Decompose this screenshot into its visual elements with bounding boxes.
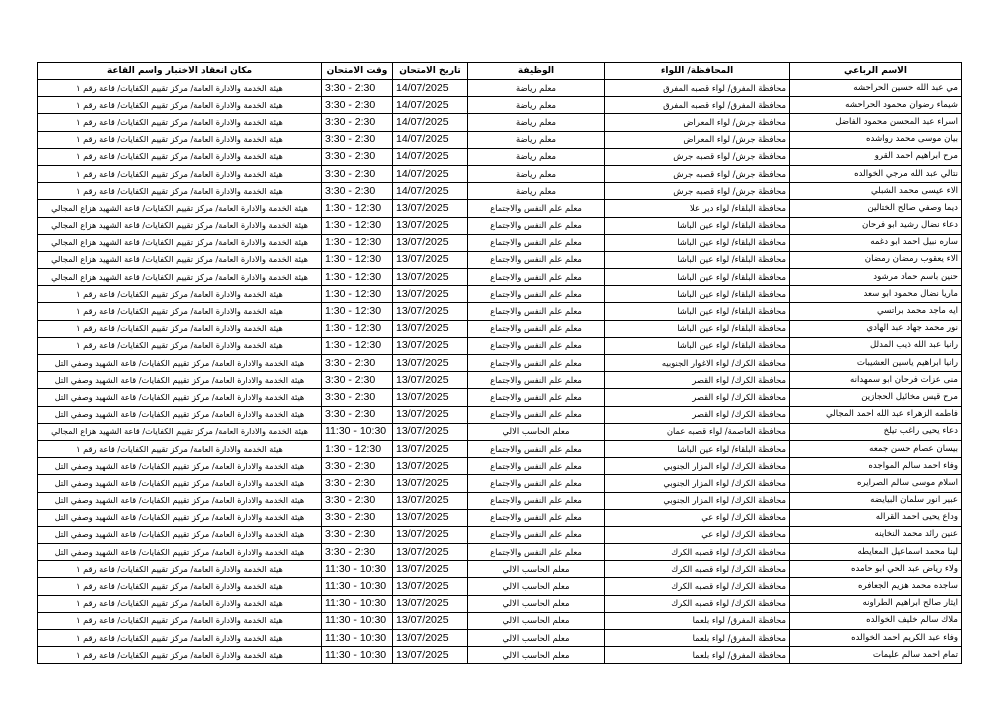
exam-place-cell: هيئة الخدمة والادارة العامة/ مركز تقييم الكفايات/ قاعة رقم ١ — [38, 131, 322, 148]
job-cell: معلم رياضة — [468, 165, 605, 182]
exam-place-cell: هيئة الخدمة والادارة العامة/ مركز تقييم الكفايات/ قاعة رقم ١ — [38, 320, 322, 337]
governorate-cell: محافظة الكرك/ لواء القصر — [605, 372, 790, 389]
job-cell: معلم علم النفس والاجتماع — [468, 355, 605, 372]
job-cell: معلم علم النفس والاجتماع — [468, 200, 605, 217]
exam-time-cell: 10:30 - 11:30 — [322, 423, 393, 440]
exam-place-cell: هيئة الخدمة والادارة العامة/ مركز تقييم الكفايات/ قاعة رقم ١ — [38, 578, 322, 595]
exam-place-cell: هيئة الخدمة والادارة العامة/ مركز تقييم الكفايات/ قاعة رقم ١ — [38, 80, 322, 97]
name-cell: مرح ابراهيم احمد القرو — [790, 148, 962, 165]
governorate-cell: محافظة الكرك/ لواء عي — [605, 509, 790, 526]
name-cell: بيان موسى محمد رواشده — [790, 131, 962, 148]
exam-place-cell: هيئة الخدمة والادارة العامة/ مركز تقييم الكفايات/ قاعة رقم ١ — [38, 114, 322, 131]
exam-place-cell: هيئة الخدمة والادارة العامة/ مركز تقييم الكفايات/ قاعة رقم ١ — [38, 647, 322, 664]
name-cell: دعاء يحيى راغب تيلخ — [790, 423, 962, 440]
exam-time-cell: 2:30 - 3:30 — [322, 355, 393, 372]
governorate-cell: محافظة جرش/ لواء قصبه جرش — [605, 183, 790, 200]
table-row — [38, 97, 962, 114]
governorate-cell: محافظة المفرق/ لواء بلعما — [605, 612, 790, 629]
governorate-cell: محافظة جرش/ لواء قصبه جرش — [605, 165, 790, 182]
exam-date-cell: 13/07/2025 — [393, 561, 468, 578]
job-cell: معلم الحاسب الالي — [468, 647, 605, 664]
table-row — [38, 509, 962, 526]
name-cell: بيسان عصام حسن جمعه — [790, 440, 962, 457]
job-cell: معلم رياضة — [468, 131, 605, 148]
job-cell: معلم علم النفس والاجتماع — [468, 509, 605, 526]
exam-date-cell: 13/07/2025 — [393, 251, 468, 268]
table-row — [38, 544, 962, 561]
job-cell: معلم علم النفس والاجتماع — [468, 492, 605, 509]
exam-date-cell: 14/07/2025 — [393, 80, 468, 97]
table-row — [38, 148, 962, 165]
governorate-cell: محافظة المفرق/ لواء قصبه المفرق — [605, 80, 790, 97]
exam-schedule-sheet — [37, 62, 962, 664]
exam-time-cell: 2:30 - 3:30 — [322, 131, 393, 148]
governorate-cell: محافظة البلقاء/ لواء عين الباشا — [605, 303, 790, 320]
governorate-cell: محافظة جرش/ لواء المعراض — [605, 131, 790, 148]
exam-time-cell: 2:30 - 3:30 — [322, 406, 393, 423]
name-cell: ايه ماجد محمد براتسي — [790, 303, 962, 320]
job-cell: معلم الحاسب الالي — [468, 561, 605, 578]
exam-place-cell: هيئة الخدمة والادارة العامة/ مركز تقييم الكفايات/ قاعة الشهيد وصفي التل — [38, 372, 322, 389]
exam-schedule-table — [37, 62, 962, 664]
name-cell: ولاء رياض عبد الحي ابو حامده — [790, 561, 962, 578]
name-cell: وداع يحيى احمد القراله — [790, 509, 962, 526]
governorate-cell: محافظة البلقاء/ لواء عين الباشا — [605, 286, 790, 303]
exam-date-cell: 13/07/2025 — [393, 269, 468, 286]
exam-date-cell: 13/07/2025 — [393, 286, 468, 303]
exam-time-cell: 10:30 - 11:30 — [322, 630, 393, 647]
exam-date-cell: 13/07/2025 — [393, 630, 468, 647]
job-cell: معلم رياضة — [468, 148, 605, 165]
exam-time-cell: 2:30 - 3:30 — [322, 492, 393, 509]
governorate-cell: محافظة الكرك/ لواء القصر — [605, 406, 790, 423]
name-cell: نور محمد جهاد عبد الهادي — [790, 320, 962, 337]
job-cell: معلم الحاسب الالي — [468, 630, 605, 647]
exam-place-cell: هيئة الخدمة والادارة العامة/ مركز تقييم الكفايات/ قاعة رقم ١ — [38, 286, 322, 303]
job-cell: معلم الحاسب الالي — [468, 595, 605, 612]
exam-date-cell: 14/07/2025 — [393, 165, 468, 182]
exam-time-cell: 12:30 - 1:30 — [322, 251, 393, 268]
job-cell: معلم علم النفس والاجتماع — [468, 269, 605, 286]
job-cell: معلم علم النفس والاجتماع — [468, 406, 605, 423]
exam-date-cell: 14/07/2025 — [393, 97, 468, 114]
exam-place-cell: هيئة الخدمة والادارة العامة/ مركز تقييم الكفايات/ قاعة الشهيد وصفي التل — [38, 355, 322, 372]
exam-time-cell: 2:30 - 3:30 — [322, 372, 393, 389]
exam-date-cell: 13/07/2025 — [393, 217, 468, 234]
table-row — [38, 475, 962, 492]
exam-place-cell: هيئة الخدمة والادارة العامة/ مركز تقييم الكفايات/ قاعة الشهيد وصفي التل — [38, 406, 322, 423]
job-cell: معلم الحاسب الالي — [468, 578, 605, 595]
exam-place-cell: هيئة الخدمة والادارة العامة/ مركز تقييم الكفايات/ قاعة رقم ١ — [38, 148, 322, 165]
governorate-cell: محافظة المفرق/ لواء قصبه المفرق — [605, 97, 790, 114]
exam-place-cell: هيئة الخدمة والادارة العامة/ مركز تقييم الكفايات/ قاعة الشهيد وصفي التل — [38, 526, 322, 543]
job-cell: معلم علم النفس والاجتماع — [468, 544, 605, 561]
exam-date-cell: 13/07/2025 — [393, 440, 468, 457]
table-row — [38, 303, 962, 320]
governorate-cell: محافظة البلقاء/ لواء دير علا — [605, 200, 790, 217]
name-cell: اسلام موسى سالم الصرايره — [790, 475, 962, 492]
exam-place-cell: هيئة الخدمة والادارة العامة/ مركز تقييم الكفايات/ قاعة رقم ١ — [38, 165, 322, 182]
table-row — [38, 217, 962, 234]
exam-time-cell: 2:30 - 3:30 — [322, 148, 393, 165]
table-row — [38, 183, 962, 200]
governorate-cell: محافظة البلقاء/ لواء عين الباشا — [605, 251, 790, 268]
table-row — [38, 165, 962, 182]
name-cell: ديما وصفي صالح الختالين — [790, 200, 962, 217]
exam-time-cell: 2:30 - 3:30 — [322, 526, 393, 543]
exam-date-cell: 13/07/2025 — [393, 320, 468, 337]
table-row — [38, 286, 962, 303]
exam-date-cell: 13/07/2025 — [393, 458, 468, 475]
exam-time-cell: 12:30 - 1:30 — [322, 269, 393, 286]
job-cell: معلم رياضة — [468, 114, 605, 131]
exam-place-cell: هيئة الخدمة والادارة العامة/ مركز تقييم الكفايات/ قاعة الشهيد هزاع المجالي — [38, 234, 322, 251]
governorate-cell: محافظة العاصمة/ لواء قصبه عمان — [605, 423, 790, 440]
exam-time-cell: 2:30 - 3:30 — [322, 389, 393, 406]
name-cell: ماريا نضال محمود ابو سعد — [790, 286, 962, 303]
header-exam-time: وقت الامتحان — [322, 63, 393, 80]
job-cell: معلم علم النفس والاجتماع — [468, 389, 605, 406]
name-cell: حنين باسم حماد مرشود — [790, 269, 962, 286]
header-name: الاسم الرباعي — [790, 63, 962, 80]
name-cell: ايثار صالح ابراهيم الطراونه — [790, 595, 962, 612]
governorate-cell: محافظة البلقاء/ لواء عين الباشا — [605, 234, 790, 251]
exam-place-cell: هيئة الخدمة والادارة العامة/ مركز تقييم الكفايات/ قاعة رقم ١ — [38, 440, 322, 457]
exam-time-cell: 10:30 - 11:30 — [322, 647, 393, 664]
table-row — [38, 114, 962, 131]
table-row — [38, 578, 962, 595]
name-cell: ملاك سالم خليف الخوالده — [790, 612, 962, 629]
table-row — [38, 630, 962, 647]
header-job: الوظيفة — [468, 63, 605, 80]
table-body — [38, 80, 962, 664]
table-row — [38, 234, 962, 251]
exam-date-cell: 13/07/2025 — [393, 612, 468, 629]
governorate-cell: محافظة المفرق/ لواء بلعما — [605, 630, 790, 647]
job-cell: معلم علم النفس والاجتماع — [468, 526, 605, 543]
table-row — [38, 406, 962, 423]
exam-date-cell: 13/07/2025 — [393, 544, 468, 561]
header-exam-place: مكان انعقاد الاختبار واسم القاعة — [38, 63, 322, 80]
exam-place-cell: هيئة الخدمة والادارة العامة/ مركز تقييم الكفايات/ قاعة رقم ١ — [38, 561, 322, 578]
exam-place-cell: هيئة الخدمة والادارة العامة/ مركز تقييم الكفايات/ قاعة رقم ١ — [38, 337, 322, 354]
governorate-cell: محافظة الكرك/ لواء المزار الجنوبي — [605, 492, 790, 509]
name-cell: لينا محمد اسماعيل المعايطه — [790, 544, 962, 561]
table-row — [38, 269, 962, 286]
exam-date-cell: 13/07/2025 — [393, 389, 468, 406]
table-row — [38, 337, 962, 354]
exam-time-cell: 12:30 - 1:30 — [322, 440, 393, 457]
name-cell: رانيا عبد الله ذيب المدلل — [790, 337, 962, 354]
name-cell: الاء يعقوب رمضان رمضان — [790, 251, 962, 268]
exam-time-cell: 12:30 - 1:30 — [322, 320, 393, 337]
exam-date-cell: 13/07/2025 — [393, 355, 468, 372]
exam-place-cell: هيئة الخدمة والادارة العامة/ مركز تقييم الكفايات/ قاعة رقم ١ — [38, 183, 322, 200]
governorate-cell: محافظة الكرك/ لواء قصبه الكرك — [605, 561, 790, 578]
governorate-cell: محافظة الكرك/ لواء عي — [605, 526, 790, 543]
name-cell: ساره نبيل احمد ابو دغمه — [790, 234, 962, 251]
governorate-cell: محافظة البلقاء/ لواء عين الباشا — [605, 269, 790, 286]
exam-place-cell: هيئة الخدمة والادارة العامة/ مركز تقييم الكفايات/ قاعة الشهيد وصفي التل — [38, 544, 322, 561]
governorate-cell: محافظة جرش/ لواء قصبه جرش — [605, 148, 790, 165]
name-cell: دعاء نضال رشيد ابو فرحان — [790, 217, 962, 234]
exam-place-cell: هيئة الخدمة والادارة العامة/ مركز تقييم الكفايات/ قاعة الشهيد وصفي التل — [38, 475, 322, 492]
exam-time-cell: 2:30 - 3:30 — [322, 114, 393, 131]
exam-date-cell: 14/07/2025 — [393, 114, 468, 131]
exam-time-cell: 12:30 - 1:30 — [322, 286, 393, 303]
table-row — [38, 612, 962, 629]
exam-time-cell: 2:30 - 3:30 — [322, 80, 393, 97]
name-cell: عبير انور سلمان البيايضه — [790, 492, 962, 509]
job-cell: معلم الحاسب الالي — [468, 612, 605, 629]
table-row — [38, 251, 962, 268]
exam-time-cell: 12:30 - 1:30 — [322, 217, 393, 234]
exam-date-cell: 13/07/2025 — [393, 526, 468, 543]
exam-time-cell: 2:30 - 3:30 — [322, 509, 393, 526]
exam-date-cell: 13/07/2025 — [393, 234, 468, 251]
exam-date-cell: 14/07/2025 — [393, 131, 468, 148]
governorate-cell: محافظة الكرك/ لواء قصبه الكرك — [605, 578, 790, 595]
table-row — [38, 423, 962, 440]
table-row — [38, 131, 962, 148]
name-cell: ساجده محمد هزيم الجعافره — [790, 578, 962, 595]
exam-place-cell: هيئة الخدمة والادارة العامة/ مركز تقييم الكفايات/ قاعة الشهيد هزاع المجالي — [38, 200, 322, 217]
name-cell: وفاء عبد الكريم احمد الخوالده — [790, 630, 962, 647]
exam-place-cell: هيئة الخدمة والادارة العامة/ مركز تقييم الكفايات/ قاعة الشهيد هزاع المجالي — [38, 251, 322, 268]
table-row — [38, 526, 962, 543]
exam-time-cell: 12:30 - 1:30 — [322, 303, 393, 320]
job-cell: معلم علم النفس والاجتماع — [468, 286, 605, 303]
exam-time-cell: 10:30 - 11:30 — [322, 578, 393, 595]
name-cell: تمام احمد سالم عليمات — [790, 647, 962, 664]
exam-time-cell: 2:30 - 3:30 — [322, 544, 393, 561]
governorate-cell: محافظة الكرك/ لواء المزار الجنوبي — [605, 458, 790, 475]
governorate-cell: محافظة الكرك/ لواء القصر — [605, 389, 790, 406]
exam-date-cell: 13/07/2025 — [393, 492, 468, 509]
table-row — [38, 200, 962, 217]
governorate-cell: محافظة البلقاء/ لواء عين الباشا — [605, 320, 790, 337]
header-governorate: المحافظة/ اللواء — [605, 63, 790, 80]
job-cell: معلم علم النفس والاجتماع — [468, 458, 605, 475]
table-row — [38, 372, 962, 389]
exam-time-cell: 10:30 - 11:30 — [322, 595, 393, 612]
table-row — [38, 320, 962, 337]
governorate-cell: محافظة الكرك/ لواء الاغوار الجنوبيه — [605, 355, 790, 372]
governorate-cell: محافظة المفرق/ لواء بلعما — [605, 647, 790, 664]
job-cell: معلم رياضة — [468, 183, 605, 200]
exam-date-cell: 13/07/2025 — [393, 303, 468, 320]
exam-place-cell: هيئة الخدمة والادارة العامة/ مركز تقييم الكفايات/ قاعة رقم ١ — [38, 97, 322, 114]
governorate-cell: محافظة الكرك/ لواء المزار الجنوبي — [605, 475, 790, 492]
name-cell: رانيا ابراهيم ياسين العشيبات — [790, 355, 962, 372]
job-cell: معلم علم النفس والاجتماع — [468, 337, 605, 354]
governorate-cell: محافظة الكرك/ لواء قصبه الكرك — [605, 544, 790, 561]
table-row — [38, 492, 962, 509]
name-cell: عنين رائد محمد النخاينه — [790, 526, 962, 543]
exam-place-cell: هيئة الخدمة والادارة العامة/ مركز تقييم الكفايات/ قاعة الشهيد هزاع المجالي — [38, 217, 322, 234]
exam-time-cell: 2:30 - 3:30 — [322, 475, 393, 492]
exam-place-cell: هيئة الخدمة والادارة العامة/ مركز تقييم الكفايات/ قاعة الشهيد وصفي التل — [38, 458, 322, 475]
exam-place-cell: هيئة الخدمة والادارة العامة/ مركز تقييم الكفايات/ قاعة الشهيد وصفي التل — [38, 509, 322, 526]
name-cell: وفاء احمد سالم المواجده — [790, 458, 962, 475]
table-row — [38, 647, 962, 664]
exam-place-cell: هيئة الخدمة والادارة العامة/ مركز تقييم الكفايات/ قاعة رقم ١ — [38, 612, 322, 629]
job-cell: معلم الحاسب الالي — [468, 423, 605, 440]
exam-place-cell: هيئة الخدمة والادارة العامة/ مركز تقييم الكفايات/ قاعة رقم ١ — [38, 595, 322, 612]
exam-time-cell: 10:30 - 11:30 — [322, 561, 393, 578]
table-row — [38, 355, 962, 372]
table-row — [38, 80, 962, 97]
exam-date-cell: 13/07/2025 — [393, 509, 468, 526]
exam-date-cell: 13/07/2025 — [393, 475, 468, 492]
name-cell: مي عبد الله حسين الحراحشه — [790, 80, 962, 97]
job-cell: معلم علم النفس والاجتماع — [468, 217, 605, 234]
exam-place-cell: هيئة الخدمة والادارة العامة/ مركز تقييم الكفايات/ قاعة الشهيد هزاع المجالي — [38, 269, 322, 286]
job-cell: معلم علم النفس والاجتماع — [468, 475, 605, 492]
table-row — [38, 561, 962, 578]
job-cell: معلم علم النفس والاجتماع — [468, 372, 605, 389]
exam-time-cell: 12:30 - 1:30 — [322, 200, 393, 217]
exam-place-cell: هيئة الخدمة والادارة العامة/ مركز تقييم الكفايات/ قاعة الشهيد وصفي التل — [38, 389, 322, 406]
job-cell: معلم رياضة — [468, 80, 605, 97]
name-cell: شيماء رضوان محمود الحراحشه — [790, 97, 962, 114]
exam-time-cell: 10:30 - 11:30 — [322, 612, 393, 629]
name-cell: منى عزات فرحان ابو سمهدانه — [790, 372, 962, 389]
name-cell: الاء عيسى محمد الشبلي — [790, 183, 962, 200]
governorate-cell: محافظة البلقاء/ لواء عين الباشا — [605, 440, 790, 457]
exam-place-cell: هيئة الخدمة والادارة العامة/ مركز تقييم الكفايات/ قاعة الشهيد هزاع المجالي — [38, 423, 322, 440]
exam-date-cell: 13/07/2025 — [393, 423, 468, 440]
job-cell: معلم علم النفس والاجتماع — [468, 440, 605, 457]
governorate-cell: محافظة البلقاء/ لواء عين الباشا — [605, 337, 790, 354]
table-row — [38, 595, 962, 612]
job-cell: معلم علم النفس والاجتماع — [468, 251, 605, 268]
exam-place-cell: هيئة الخدمة والادارة العامة/ مركز تقييم الكفايات/ قاعة رقم ١ — [38, 303, 322, 320]
exam-time-cell: 12:30 - 1:30 — [322, 337, 393, 354]
job-cell: معلم علم النفس والاجتماع — [468, 320, 605, 337]
governorate-cell: محافظة جرش/ لواء المعراض — [605, 114, 790, 131]
header-exam-date: تاريخ الامتحان — [393, 63, 468, 80]
exam-date-cell: 13/07/2025 — [393, 578, 468, 595]
name-cell: مرح قيس مخائيل الحجازين — [790, 389, 962, 406]
job-cell: معلم علم النفس والاجتماع — [468, 303, 605, 320]
exam-date-cell: 13/07/2025 — [393, 372, 468, 389]
exam-place-cell: هيئة الخدمة والادارة العامة/ مركز تقييم الكفايات/ قاعة الشهيد وصفي التل — [38, 492, 322, 509]
exam-date-cell: 14/07/2025 — [393, 148, 468, 165]
name-cell: نتالي عبد الله مرجي الخوالده — [790, 165, 962, 182]
exam-time-cell: 12:30 - 1:30 — [322, 234, 393, 251]
exam-time-cell: 2:30 - 3:30 — [322, 458, 393, 475]
exam-time-cell: 2:30 - 3:30 — [322, 183, 393, 200]
table-header-row — [38, 63, 962, 80]
exam-date-cell: 13/07/2025 — [393, 337, 468, 354]
name-cell: اسراء عبد المحسن محمود الفاضل — [790, 114, 962, 131]
exam-date-cell: 13/07/2025 — [393, 406, 468, 423]
table-row — [38, 440, 962, 457]
job-cell: معلم علم النفس والاجتماع — [468, 234, 605, 251]
exam-date-cell: 14/07/2025 — [393, 183, 468, 200]
name-cell: فاطمه الزهراء عبد الله احمد المجالي — [790, 406, 962, 423]
governorate-cell: محافظة البلقاء/ لواء عين الباشا — [605, 217, 790, 234]
governorate-cell: محافظة الكرك/ لواء قصبه الكرك — [605, 595, 790, 612]
exam-date-cell: 13/07/2025 — [393, 595, 468, 612]
exam-date-cell: 13/07/2025 — [393, 200, 468, 217]
exam-date-cell: 13/07/2025 — [393, 647, 468, 664]
job-cell: معلم رياضة — [468, 97, 605, 114]
table-row — [38, 458, 962, 475]
exam-time-cell: 2:30 - 3:30 — [322, 97, 393, 114]
exam-time-cell: 2:30 - 3:30 — [322, 165, 393, 182]
table-row — [38, 389, 962, 406]
exam-place-cell: هيئة الخدمة والادارة العامة/ مركز تقييم الكفايات/ قاعة رقم ١ — [38, 630, 322, 647]
